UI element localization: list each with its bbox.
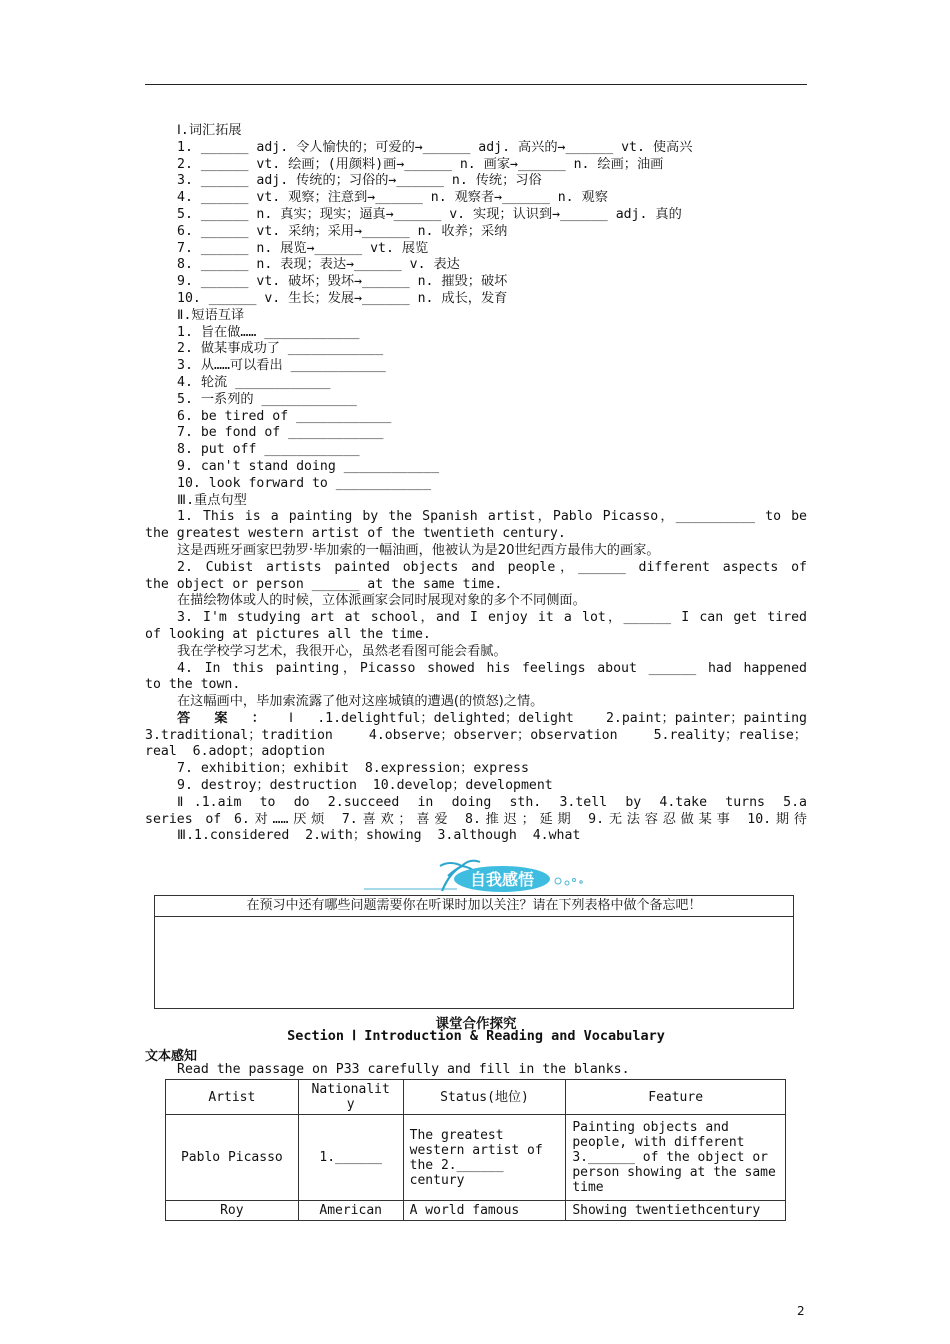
table-row (166, 1201, 786, 1221)
text-line: 在描绘物体或人的时候，立体派画家会同时展现对象的多个不同侧面。 (177, 593, 586, 609)
text-line: 10. look forward to ____________ (177, 475, 432, 491)
text-line: 3. 从……可以看出 ____________ (177, 358, 386, 374)
text-line: of looking at pictures all the time. (145, 626, 431, 642)
header-rule (145, 84, 807, 85)
section-heading: 课堂合作探究 (435, 1016, 517, 1032)
text-line: 答案：Ⅰ.1.delightful；delighted；delight 2.paint；painter；painting (177, 710, 807, 726)
text-line: 这是西班牙画家巴勃罗·毕加索的一幅油画，他被认为是20世纪西方最伟大的画家。 (177, 542, 660, 558)
text-line: 5. 一系列的 ____________ (177, 391, 357, 407)
text-line: the greatest western artist of the twentieth century. (145, 526, 566, 542)
section-title: Section Ⅰ Introduction & Reading and Vocabulary (287, 1028, 665, 1044)
text-line: 7. be fond of ____________ (177, 425, 384, 441)
text-line: 6. ______ vt. 采纳；采用→______ n. 收养；采纳 (177, 223, 508, 239)
text-line: 4. In this painting，Picasso showed his feelings about ______ had happened (177, 660, 807, 676)
text-line: 9. ______ vt. 破坏；毁坏→______ n. 摧毁；破坏 (177, 274, 508, 290)
feature-cell[interactable]: Painting objects and people, with different 3.______ of the object or person showing at the same time (566, 1115, 786, 1201)
text-line: 2. 做某事成功了 ____________ (177, 341, 384, 357)
text-line: series of 6.对……厌烦 7.喜欢；喜爱 8.推迟；延期 9.无法容忍做某事 10.期待 (145, 811, 807, 827)
text-line: Ⅲ.重点句型 (177, 492, 247, 508)
text-line: 2. ______ vt. 绘画；(用颜料)画→______ n. 画家→______ n. 绘画；油画 (177, 156, 664, 172)
table-row (166, 1115, 786, 1201)
text-line: 5. ______ n. 真实；现实；逼真→______ v. 实现；认识到→______ adj. 真的 (177, 206, 682, 222)
text-line: 4. ______ vt. 观察；注意到→______ n. 观察者→______ n. 观察 (177, 190, 608, 206)
text-line: 1. ______ adj. 令人愉快的；可爱的→______ adj. 高兴的→______ vt. 使高兴 (177, 139, 693, 155)
table-header-row (166, 1080, 786, 1115)
text-line: 9. destroy；destruction 10.develop；development (177, 778, 553, 794)
text-line: 1. 旨在做…… ____________ (177, 324, 360, 340)
instruction: Read the passage on P33 carefully and fill in the blanks. (177, 1062, 630, 1077)
nationality-cell: American (298, 1201, 403, 1221)
text-line: 6. be tired of ____________ (177, 408, 392, 424)
status-cell: A world famous (403, 1201, 566, 1221)
memo-writing-area[interactable] (155, 917, 793, 1009)
header-nationality: Nationalit y (298, 1080, 403, 1115)
text-line: the object or person ______ at the same time. (145, 576, 503, 592)
text-line: 3. ______ adj. 传统的；习俗的→______ n. 传统；习俗 (177, 173, 542, 189)
text-line: to the town. (145, 677, 241, 693)
text-line: Ⅱ.短语互译 (177, 307, 245, 323)
text-line: 3. I'm studying art at school，and I enjoy it a lot，______ I can get tired (177, 610, 807, 626)
text-line: 4. 轮流 ____________ (177, 374, 331, 390)
text-line: 我在学校学习艺术，我很开心，虽然老看图可能会看腻。 (177, 643, 507, 659)
header-status: Status(地位) (403, 1080, 566, 1115)
answer-label: 答案： (177, 710, 290, 726)
status-cell[interactable]: The greatest western artist of the 2.______ century (403, 1115, 566, 1201)
artist-cell: Roy (166, 1201, 299, 1221)
text-line: 8. ______ n. 表现；表达→______ v. 表达 (177, 257, 460, 273)
header-artist: Artist (166, 1080, 299, 1115)
artist-table (165, 1079, 786, 1221)
text-line: Ⅰ.词汇拓展 (177, 123, 242, 138)
text-line: Ⅲ.1.considered 2.with；showing 3.although 4.what (177, 828, 581, 844)
text-line: 7. exhibition；exhibit 8.expression；express (177, 761, 529, 777)
preview-exercises (145, 123, 807, 845)
logo-text: 自我感悟 (469, 870, 535, 889)
text-line: 10. ______ v. 生长；发展→______ n. 成长，发育 (177, 290, 508, 306)
text-line: 8. put off ____________ (177, 442, 360, 458)
text-line: real 6.adopt；adoption (145, 744, 325, 760)
text-line: Ⅱ.1.aim to do 2.succeed in doing sth. 3.tell by 4.take turns 5.a (177, 794, 807, 810)
text-line: 在这幅画中，毕加索流露了他对这座城镇的遭遇(的愤怒)之情。 (177, 694, 544, 710)
artist-cell: Pablo Picasso (166, 1115, 299, 1201)
subsection-label: 文本感知 (145, 1049, 198, 1064)
text-line: 2. Cubist artists painted objects and people，______ different aspects of (177, 559, 807, 575)
text-line: 1. This is a painting by the Spanish artist，Pablo Picasso，__________ to be (177, 509, 807, 525)
text-line: 9. can't stand doing ____________ (177, 458, 440, 474)
text-line: 3.traditional；tradition 4.observe；observer；observation 5.reality；realise； (145, 727, 807, 743)
self-reflection-logo (362, 858, 592, 898)
feature-cell: Showing twentiethcentury (566, 1201, 786, 1221)
page-number: 2 (797, 1304, 805, 1318)
text-line: 7. ______ n. 展览→______ vt. 展览 (177, 240, 429, 256)
memo-box (154, 895, 794, 1009)
memo-prompt: 在预习中还有哪些问题需要你在听课时加以关注？请在下列表格中做个备忘吧！ (155, 896, 793, 917)
header-feature: Feature (566, 1080, 786, 1115)
nationality-cell[interactable]: 1.______ (298, 1115, 403, 1201)
